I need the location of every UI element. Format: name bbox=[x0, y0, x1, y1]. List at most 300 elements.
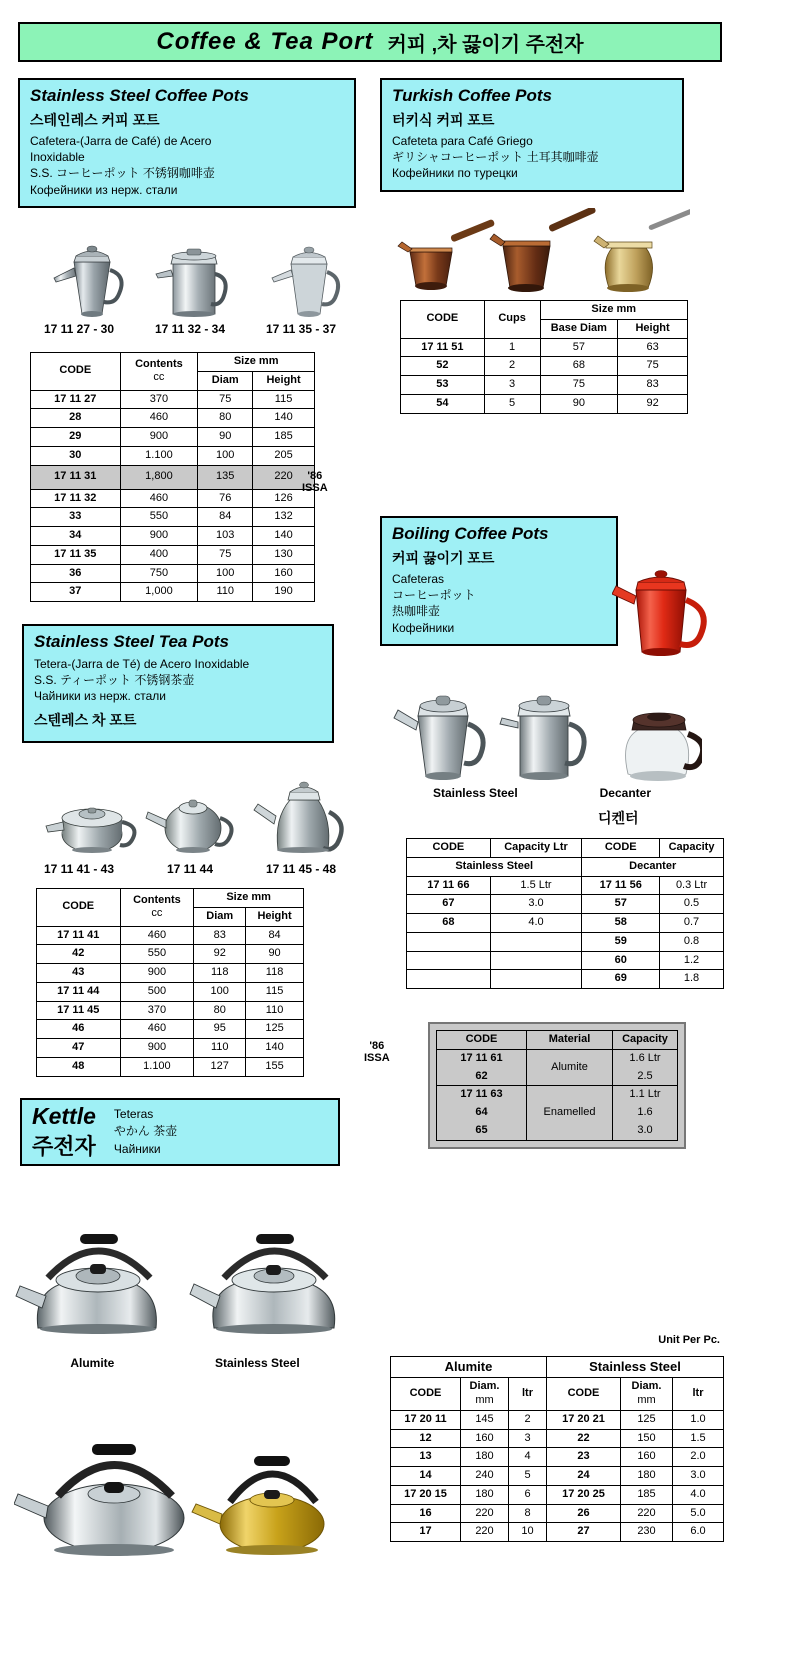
table-row bbox=[37, 1039, 304, 1058]
th-code-right: CODE bbox=[582, 839, 660, 858]
table-row bbox=[437, 1086, 678, 1104]
cell-diam: 118 bbox=[194, 964, 246, 983]
kettle-line-ru: Чайники bbox=[113, 1141, 161, 1156]
cell-code-stainless: 27 bbox=[547, 1523, 621, 1542]
th-size: Size mm bbox=[540, 301, 688, 320]
cell-contents: 1,000 bbox=[120, 583, 198, 602]
issa-spec-table bbox=[436, 1030, 678, 1141]
cell-contents: 400 bbox=[120, 545, 198, 564]
table-row bbox=[31, 508, 315, 527]
cell-diam-stainless: 160 bbox=[621, 1448, 673, 1467]
turkish-title-kr: 터키식 커피 포트 bbox=[392, 112, 495, 128]
cell-diam-alumite: 180 bbox=[461, 1485, 509, 1504]
th-group-alumite: Alumite bbox=[391, 1357, 547, 1378]
cell-code: 36 bbox=[31, 564, 121, 583]
th-contents-label: Contents bbox=[133, 893, 181, 906]
table-row bbox=[37, 926, 304, 945]
cell-ltr-stainless: 2.0 bbox=[673, 1448, 724, 1467]
cell-code-stainless: 23 bbox=[547, 1448, 621, 1467]
cell-code-alumite: 12 bbox=[391, 1429, 461, 1448]
boiling-spec-table bbox=[406, 838, 724, 989]
cell-diam: 100 bbox=[198, 446, 253, 465]
cell-height: 115 bbox=[246, 982, 304, 1001]
cell-code: 17 11 27 bbox=[31, 390, 121, 409]
cell-code-stainless: 17 20 21 bbox=[547, 1410, 621, 1429]
cell-code: 17 11 41 bbox=[37, 926, 121, 945]
cell-diam: 103 bbox=[198, 527, 253, 546]
th-diam: Diam bbox=[198, 371, 253, 390]
th-contents bbox=[120, 889, 194, 927]
th-diam: Diam bbox=[194, 907, 246, 926]
cell-code: 17 11 32 bbox=[31, 489, 121, 508]
cell-code: 30 bbox=[31, 446, 121, 465]
table-row bbox=[37, 1057, 304, 1076]
cell-diam: 80 bbox=[194, 1001, 246, 1020]
cell-diam-stainless: 230 bbox=[621, 1523, 673, 1542]
table-row bbox=[37, 945, 304, 964]
kettle-table-wrap bbox=[390, 1356, 724, 1542]
cell-code-alumite: 13 bbox=[391, 1448, 461, 1467]
boiling-pot-illustrations bbox=[392, 664, 702, 790]
kettle-line-jp: やかん 茶壶 bbox=[113, 1124, 178, 1139]
cell-code-alumite: 17 20 15 bbox=[391, 1485, 461, 1504]
cell-code: 42 bbox=[37, 945, 121, 964]
table-row bbox=[31, 564, 315, 583]
th-capacity: Capacity bbox=[613, 1031, 678, 1050]
cell-cap-right: 0.8 bbox=[660, 932, 724, 951]
issa-year: '86 bbox=[307, 470, 323, 482]
boiling-line-3: Кофейники bbox=[392, 620, 455, 635]
cell-ltr-stainless: 5.0 bbox=[673, 1504, 724, 1523]
ss-tea-title-kr: 스텐레스 차 포트 bbox=[34, 711, 137, 728]
cell-cap-right: 1.8 bbox=[660, 970, 724, 989]
th-capacity-left: Capacity Ltr bbox=[490, 839, 582, 858]
cell-height: 84 bbox=[246, 926, 304, 945]
cell-height: 110 bbox=[246, 1001, 304, 1020]
cell-height: 90 bbox=[246, 945, 304, 964]
table-row bbox=[31, 545, 315, 564]
cell-capacity: 2.5 bbox=[613, 1068, 678, 1086]
ss-tea-line-1: S.S. ティーポット 不锈钢茶壶 bbox=[34, 673, 195, 688]
cell-diam-alumite: 180 bbox=[461, 1448, 509, 1467]
cell-ltr-alumite: 4 bbox=[509, 1448, 547, 1467]
cell-code-right: 58 bbox=[582, 914, 660, 933]
cell-height: 140 bbox=[246, 1039, 304, 1058]
ss-coffee-spec-table bbox=[30, 352, 315, 602]
cell-diam-stainless: 180 bbox=[621, 1467, 673, 1486]
cell-diam-stainless: 125 bbox=[621, 1410, 673, 1429]
cell-code: 62 bbox=[437, 1068, 527, 1086]
cell-code-left-empty bbox=[407, 932, 491, 951]
cell-code: 29 bbox=[31, 428, 121, 447]
table-row bbox=[407, 914, 724, 933]
table-row bbox=[401, 376, 688, 395]
cell-code-left: 17 11 66 bbox=[407, 876, 491, 895]
cell-code: 52 bbox=[401, 357, 485, 376]
th-size: Size mm bbox=[194, 889, 304, 908]
section-header-ss-coffee-pots bbox=[18, 78, 356, 208]
cell-ltr-stainless: 4.0 bbox=[673, 1485, 724, 1504]
cell-code: 28 bbox=[31, 409, 121, 428]
cell-contents: 460 bbox=[120, 409, 198, 428]
th-code: CODE bbox=[37, 889, 121, 927]
th-diam-label: Diam. bbox=[631, 1380, 662, 1393]
cell-height: 118 bbox=[246, 964, 304, 983]
ss-coffee-line-2: S.S. コーヒーポット 不锈钢咖啡壶 bbox=[30, 166, 215, 181]
table-row bbox=[37, 1001, 304, 1020]
cell-capacity: 1.1 Ltr bbox=[613, 1086, 678, 1104]
cell-contents: 900 bbox=[120, 964, 194, 983]
cell-ltr-alumite: 2 bbox=[509, 1410, 547, 1429]
cell-code-right: 69 bbox=[582, 970, 660, 989]
table-row bbox=[407, 970, 724, 989]
page-title-korean: 커피 ,차 끓이기 주전자 bbox=[387, 33, 584, 56]
cell-code-stainless: 22 bbox=[547, 1429, 621, 1448]
cell-cups: 1 bbox=[484, 338, 540, 357]
cell-base: 90 bbox=[540, 394, 618, 413]
cell-height: 115 bbox=[253, 390, 315, 409]
kettle-spec-table bbox=[390, 1356, 724, 1542]
cell-diam: 75 bbox=[198, 390, 253, 409]
cell-code-left: 67 bbox=[407, 895, 491, 914]
table-row bbox=[391, 1504, 724, 1523]
section-header-ss-tea-pots bbox=[22, 624, 334, 743]
th-diam-alumite bbox=[461, 1378, 509, 1411]
cell-code: 17 11 63 bbox=[437, 1086, 527, 1104]
cell-ltr-alumite: 6 bbox=[509, 1485, 547, 1504]
cell-contents: 1,800 bbox=[120, 465, 198, 489]
th-height: Height bbox=[246, 907, 304, 926]
cell-code: 65 bbox=[437, 1122, 527, 1140]
ss-tea-caption-0: 17 11 41 - 43 bbox=[43, 862, 115, 876]
table-row bbox=[31, 428, 315, 447]
cell-diam-alumite: 220 bbox=[461, 1504, 509, 1523]
cell-height: 132 bbox=[253, 508, 315, 527]
cell-height: 190 bbox=[253, 583, 315, 602]
table-row bbox=[37, 964, 304, 983]
table-row bbox=[37, 1020, 304, 1039]
cell-ltr-alumite: 5 bbox=[509, 1467, 547, 1486]
issa-mark-coffee bbox=[302, 470, 328, 494]
th-cups: Cups bbox=[484, 301, 540, 339]
kettle-caption-1: Stainless Steel bbox=[214, 1356, 300, 1370]
ss-coffee-product-images bbox=[30, 218, 350, 318]
th-height: Height bbox=[253, 371, 315, 390]
kettle-title-block bbox=[32, 1103, 96, 1161]
cell-code: 17 11 45 bbox=[37, 1001, 121, 1020]
cell-code-alumite: 14 bbox=[391, 1467, 461, 1486]
cell-contents: 900 bbox=[120, 428, 198, 447]
th-contents-label: Contents bbox=[135, 357, 183, 370]
cell-contents: 460 bbox=[120, 1020, 194, 1039]
cell-diam-alumite: 160 bbox=[461, 1429, 509, 1448]
ss-coffee-caption-row bbox=[24, 322, 356, 336]
turkish-product-images bbox=[390, 208, 690, 303]
cell-code: 48 bbox=[37, 1057, 121, 1076]
table-row bbox=[31, 583, 315, 602]
table-row bbox=[391, 1467, 724, 1486]
cell-contents: 750 bbox=[120, 564, 198, 583]
cell-height: 155 bbox=[246, 1057, 304, 1076]
table-row bbox=[37, 982, 304, 1001]
cell-base: 57 bbox=[540, 338, 618, 357]
boiling-line-2: 热咖啡壶 bbox=[392, 604, 441, 619]
th-height: Height bbox=[618, 319, 688, 338]
th-code: CODE bbox=[401, 301, 485, 339]
cell-contents: 1.100 bbox=[120, 446, 198, 465]
cell-code: 53 bbox=[401, 376, 485, 395]
cell-diam: 127 bbox=[194, 1057, 246, 1076]
cell-code: 64 bbox=[437, 1104, 527, 1122]
boiling-product-images bbox=[392, 664, 702, 795]
cell-height: 75 bbox=[618, 357, 688, 376]
boiling-line-0: Cafeteras bbox=[392, 572, 445, 586]
ss-coffee-line-0: Cafetera-(Jarra de Café) de Acero bbox=[30, 134, 212, 148]
ss-tea-table-wrap bbox=[36, 888, 304, 1077]
table-row bbox=[437, 1049, 678, 1067]
th-size: Size mm bbox=[198, 353, 315, 372]
cell-code-alumite: 16 bbox=[391, 1504, 461, 1523]
cell-diam-alumite: 145 bbox=[461, 1410, 509, 1429]
table-row bbox=[407, 932, 724, 951]
ss-tea-line-2: Чайники из нерж. стали bbox=[34, 689, 166, 704]
cell-contents: 1.100 bbox=[120, 1057, 194, 1076]
kettle-product-images-top bbox=[10, 1188, 360, 1353]
cell-code-left: 68 bbox=[407, 914, 491, 933]
page-title-english: Coffee & Tea Port bbox=[156, 28, 374, 55]
table-row bbox=[401, 357, 688, 376]
issa-year: '86 bbox=[369, 1040, 385, 1052]
th-code-left: CODE bbox=[407, 839, 491, 858]
cell-ltr-stainless: 3.0 bbox=[673, 1467, 724, 1486]
cell-cap-left-empty bbox=[490, 951, 582, 970]
kettle-illustrations-bottom bbox=[14, 1390, 364, 1570]
cell-contents: 550 bbox=[120, 508, 198, 527]
th-group-stainless: Stainless Steel bbox=[547, 1357, 724, 1378]
issa-label: ISSA bbox=[302, 482, 328, 495]
red-coffee-pot-illustration bbox=[612, 552, 722, 662]
ss-tea-title-en: Stainless Steel Tea Pots bbox=[34, 632, 229, 651]
cell-diam: 84 bbox=[198, 508, 253, 527]
table-header-row bbox=[31, 353, 315, 372]
cell-capacity: 3.0 bbox=[613, 1122, 678, 1140]
kettle-illustrations-top bbox=[10, 1188, 360, 1348]
table-row bbox=[31, 527, 315, 546]
cell-diam: 95 bbox=[194, 1020, 246, 1039]
kettle-title-en: Kettle bbox=[32, 1103, 96, 1129]
cell-material: Enamelled bbox=[527, 1086, 613, 1140]
th-code: CODE bbox=[437, 1031, 527, 1050]
cell-diam: 110 bbox=[194, 1039, 246, 1058]
th-contents-unit: cc bbox=[153, 371, 165, 384]
turkish-line-2: Кофейники по турецки bbox=[392, 166, 518, 181]
section-header-turkish bbox=[380, 78, 684, 192]
cell-base: 68 bbox=[540, 357, 618, 376]
kettle-caption-row bbox=[20, 1356, 350, 1370]
decanter-korean-label bbox=[598, 808, 639, 828]
table-row bbox=[31, 489, 315, 508]
cell-code: 43 bbox=[37, 964, 121, 983]
ss-coffee-title-kr: 스테인레스 커피 포트 bbox=[30, 112, 160, 128]
cell-code-left-empty bbox=[407, 970, 491, 989]
section-header-kettle bbox=[20, 1098, 340, 1166]
ss-coffee-pot-illustrations bbox=[30, 218, 350, 318]
cell-cap-left: 4.0 bbox=[490, 914, 582, 933]
ss-tea-caption-row bbox=[24, 862, 356, 876]
cell-code: 54 bbox=[401, 394, 485, 413]
cell-ltr-stainless: 1.5 bbox=[673, 1429, 724, 1448]
ss-tea-product-images bbox=[30, 762, 350, 858]
cell-base: 75 bbox=[540, 376, 618, 395]
turkish-line-1: ギリシャコーヒーポット 土耳其咖啡壶 bbox=[392, 150, 599, 165]
th-ltr-alumite: ltr bbox=[509, 1378, 547, 1411]
cell-diam-stainless: 150 bbox=[621, 1429, 673, 1448]
cell-diam-alumite: 240 bbox=[461, 1467, 509, 1486]
turkish-spec-table bbox=[400, 300, 688, 414]
cell-cap-right: 0.7 bbox=[660, 914, 724, 933]
table-row bbox=[391, 1485, 724, 1504]
table-row bbox=[407, 951, 724, 970]
unit-per-pc-note: Unit Per Pc. bbox=[658, 1334, 720, 1346]
ss-tea-pot-illustrations bbox=[30, 762, 350, 858]
th-subgroup-decanter: Decanter bbox=[582, 857, 724, 876]
th-base-diam: Base Diam bbox=[540, 319, 618, 338]
cell-ltr-alumite: 8 bbox=[509, 1504, 547, 1523]
ss-tea-line-0: Tetera-(Jarra de Té) de Acero Inoxidable bbox=[34, 657, 250, 671]
boiling-caption-row bbox=[392, 786, 692, 800]
cell-code-stainless: 24 bbox=[547, 1467, 621, 1486]
cell-cap-right: 0.3 Ltr bbox=[660, 876, 724, 895]
table-row bbox=[31, 409, 315, 428]
th-contents-unit: cc bbox=[151, 907, 163, 920]
th-code-stainless: CODE bbox=[547, 1378, 621, 1411]
cell-contents: 460 bbox=[120, 489, 198, 508]
th-diam-unit: mm bbox=[637, 1394, 656, 1406]
cell-cap-right: 0.5 bbox=[660, 895, 724, 914]
th-capacity-right: Capacity bbox=[660, 839, 724, 858]
cell-cap-right: 1.2 bbox=[660, 951, 724, 970]
th-subgroup-stainless: Stainless Steel bbox=[407, 857, 582, 876]
ss-coffee-table-wrap bbox=[30, 352, 315, 602]
cell-code: 34 bbox=[31, 527, 121, 546]
cell-contents: 550 bbox=[120, 945, 194, 964]
table-row bbox=[401, 394, 688, 413]
cell-cap-left-empty bbox=[490, 970, 582, 989]
table-row bbox=[391, 1448, 724, 1467]
cell-code: 37 bbox=[31, 583, 121, 602]
cell-diam: 100 bbox=[194, 982, 246, 1001]
cell-ltr-alumite: 10 bbox=[509, 1523, 547, 1542]
cell-height: 130 bbox=[253, 545, 315, 564]
kettle-product-images-bottom bbox=[14, 1390, 364, 1575]
decanter-kr-text: 디켄터 bbox=[598, 810, 639, 826]
kettle-title-kr: 주전자 bbox=[32, 1134, 96, 1159]
cell-code: 17 11 51 bbox=[401, 338, 485, 357]
cell-code-right: 59 bbox=[582, 932, 660, 951]
cell-height: 205 bbox=[253, 446, 315, 465]
cell-code-right: 60 bbox=[582, 951, 660, 970]
issa-alumite-enamelled-box bbox=[428, 1022, 686, 1149]
th-code: CODE bbox=[31, 353, 121, 391]
cell-height: 63 bbox=[618, 338, 688, 357]
table-row-highlighted bbox=[31, 465, 315, 489]
ss-coffee-caption-1: 17 11 32 - 34 bbox=[154, 322, 226, 336]
issa-label: ISSA bbox=[364, 1052, 390, 1065]
table-row bbox=[391, 1429, 724, 1448]
turkish-line-0: Cafeteta para Café Griego bbox=[392, 134, 533, 148]
cell-height: 140 bbox=[253, 409, 315, 428]
boiling-caption-1: Decanter bbox=[599, 786, 651, 800]
turkish-pot-illustrations bbox=[390, 208, 690, 298]
table-row bbox=[391, 1523, 724, 1542]
cell-diam: 76 bbox=[198, 489, 253, 508]
cell-cups: 2 bbox=[484, 357, 540, 376]
turkish-table-wrap bbox=[400, 300, 688, 414]
cell-code-stainless: 17 20 25 bbox=[547, 1485, 621, 1504]
cell-diam: 83 bbox=[194, 926, 246, 945]
cell-code: 17 11 61 bbox=[437, 1049, 527, 1067]
th-diam-stainless bbox=[621, 1378, 673, 1411]
cell-height: 83 bbox=[618, 376, 688, 395]
cell-diam-stainless: 220 bbox=[621, 1504, 673, 1523]
cell-cups: 3 bbox=[484, 376, 540, 395]
issa-mark-boiling bbox=[364, 1040, 390, 1064]
ss-coffee-line-3: Кофейники из нерж. стали bbox=[30, 182, 178, 197]
kettle-line-es: Teteras bbox=[113, 1106, 154, 1121]
cell-capacity: 1.6 bbox=[613, 1104, 678, 1122]
cell-cap-left: 3.0 bbox=[490, 895, 582, 914]
cell-height: 126 bbox=[253, 489, 315, 508]
cell-code-alumite: 17 20 11 bbox=[391, 1410, 461, 1429]
page-title-bar bbox=[18, 22, 722, 62]
cell-contents: 460 bbox=[120, 926, 194, 945]
cell-diam: 135 bbox=[198, 465, 253, 489]
cell-diam: 110 bbox=[198, 583, 253, 602]
th-ltr-stainless: ltr bbox=[673, 1378, 724, 1411]
cell-diam: 75 bbox=[198, 545, 253, 564]
cell-code: 17 11 35 bbox=[31, 545, 121, 564]
ss-tea-caption-2: 17 11 45 - 48 bbox=[265, 862, 337, 876]
ss-coffee-title-en: Stainless Steel Coffee Pots bbox=[30, 86, 249, 105]
cell-diam-stainless: 185 bbox=[621, 1485, 673, 1504]
cell-height: 160 bbox=[253, 564, 315, 583]
th-material: Material bbox=[527, 1031, 613, 1050]
table-row bbox=[31, 446, 315, 465]
cell-contents: 500 bbox=[120, 982, 194, 1001]
cell-ltr-stainless: 6.0 bbox=[673, 1523, 724, 1542]
cell-material: Alumite bbox=[527, 1049, 613, 1086]
cell-height: 92 bbox=[618, 394, 688, 413]
section-header-boiling bbox=[380, 516, 618, 646]
cell-height: 140 bbox=[253, 527, 315, 546]
cell-capacity: 1.6 Ltr bbox=[613, 1049, 678, 1067]
table-row bbox=[31, 390, 315, 409]
cell-diam: 100 bbox=[198, 564, 253, 583]
cell-contents: 370 bbox=[120, 1001, 194, 1020]
table-row bbox=[407, 895, 724, 914]
cell-code-right: 57 bbox=[582, 895, 660, 914]
cell-code-stainless: 26 bbox=[547, 1504, 621, 1523]
cell-code: 17 11 31 bbox=[31, 465, 121, 489]
ss-tea-caption-1: 17 11 44 bbox=[166, 862, 214, 876]
cell-contents: 370 bbox=[120, 390, 198, 409]
kettle-caption-0: Alumite bbox=[70, 1356, 115, 1370]
boiling-title-kr: 커피 끓이기 포트 bbox=[392, 550, 495, 566]
cell-code-alumite: 17 bbox=[391, 1523, 461, 1542]
cell-height: 125 bbox=[246, 1020, 304, 1039]
ss-tea-spec-table bbox=[36, 888, 304, 1077]
cell-height: 220 bbox=[253, 465, 315, 489]
